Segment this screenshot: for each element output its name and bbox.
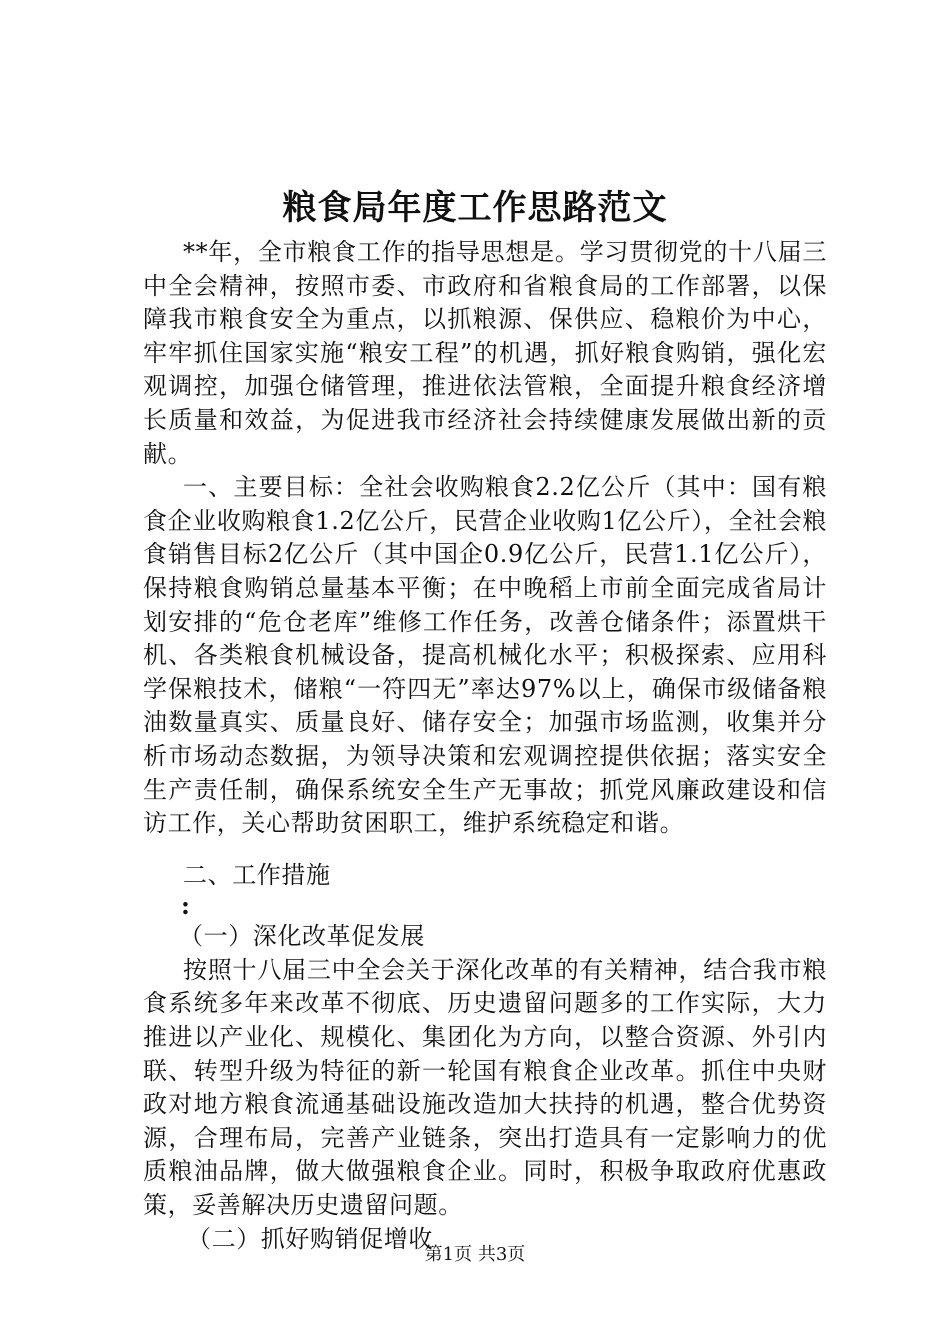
document-title: 粮食局年度工作思路范文 bbox=[282, 188, 668, 228]
subsection-1-body: 按照十八届三中全会关于深化改革的有关精神，结合我市粮食系统多年来改革不彻底、历史遗留问题多的工作实际，大力推进以产业化、规模化、集团化为方向，以整合资源、外引内联、转型升级为特征的新一轮国有粮食企业改革。抓住中央财政对地方粮食流通基础设施改造加大扶持的机遇，整合优势资源，合理布局，完善产业链条，突出打造具有一定影响力的优质粮油品牌，做大做强粮食企业。同时，积极争取政府优惠政策，妥善解决历史遗留问题。 bbox=[143, 955, 827, 1220]
measures-heading: 二、工作措施 bbox=[183, 860, 331, 889]
subsection-2-heading: （二）抓好购销促增收 bbox=[187, 1224, 433, 1253]
goals-paragraph: 一、主要目标：全社会收购粮食2.2亿公斤（其中：国有粮食企业收购粮食1.2亿公斤，民营企业收购1亿公斤），全社会粮食销售目标2亿公斤（其中国企0.9亿公斤，民营1.1亿公斤），保持粮食购销总量基本平衡；在中晚稻上市前全面完成省局计划安排的“危仓老库”维修工作任务，改善仓储条件；添置烘干机、各类粮食机械设备，提高机械化水平；积极探索、应用科学保粮技术，储粮“一符四无”率达97%以上，确保市级储备粮油数量真实、质量良好、储存安全；加强市场监测，收集并分析市场动态数据，为领导决策和宏观调控提供依据；落实安全生产责任制，确保系统安全生产无事故；抓党风廉政建设和信访工作，关心帮助贫困职工，维护系统稳定和谐。 bbox=[143, 473, 827, 838]
document-body bbox=[143, 236, 827, 1256]
intro-paragraph: **年，全市粮食工作的指导思想是。学习贯彻党的十八届三中全会精神，按照市委、市政府和省粮食局的工作部署，以保障我市粮食安全为重点，以抓粮源、保供应、稳粮价为中心，牢牢抓住国家实施“粮安工程”的机遇，抓好粮食购销，强化宏观调控，加强仓储管理，推进依法管粮，全面提升粮食经济增长质量和效益，为促进我市经济社会持续健康发展做出新的贡献。 bbox=[143, 238, 827, 468]
subsection-1-heading: （一）深化改革促发展 bbox=[179, 922, 425, 951]
page-footer: 第1页 共3页 bbox=[424, 1244, 526, 1265]
measures-colon: : bbox=[181, 891, 191, 921]
